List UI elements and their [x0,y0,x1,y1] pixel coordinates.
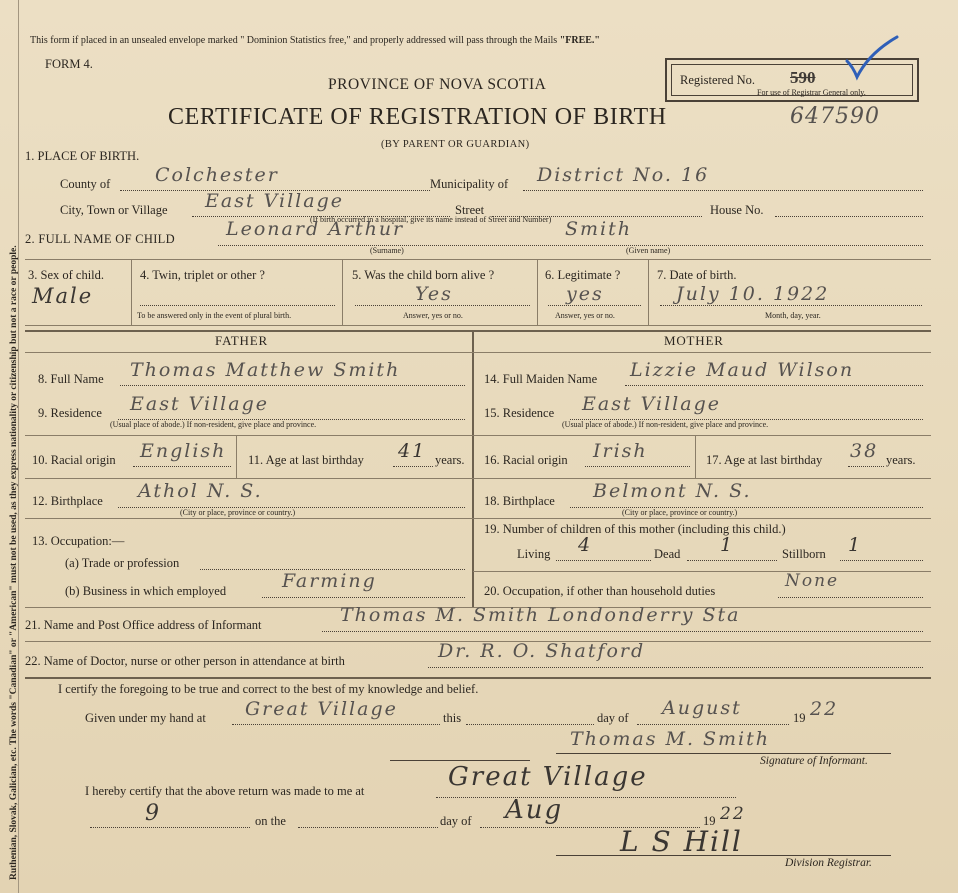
registered-number: 590 [790,68,816,87]
return-label: I hereby certify that the above return was made to me at [85,784,365,798]
sex-value: Male [32,284,94,308]
mother-name-label: 14. Full Maiden Name [484,372,598,386]
informant-signature-label: Signature of Informant. [760,755,868,767]
mother-name-value: Lizzie Maud Wilson [630,359,855,381]
living-value: 4 [578,534,593,556]
hospital-note: (If birth occurred in a hospital, give its name instead of Street and Number) [310,215,552,224]
business-value: Farming [282,570,377,592]
mother-years-label: years. [886,453,916,467]
informant-value: Thomas M. Smith Londonderry Sta [340,604,741,626]
legitimate-note: Answer, yes or no. [555,311,615,320]
mother-residence-value: East Village [582,393,721,415]
doctor-label: 22. Name of Doctor, nurse or other person in attendance at birth [25,654,345,668]
mother-heading: MOTHER [664,333,724,348]
father-residence-note: (Usual place of abode.) If non-resident, give place and province. [110,420,317,429]
mother-occupation-value: None [785,571,840,591]
place-of-birth-heading: 1. PLACE OF BIRTH. [25,149,140,163]
given-place-value: Great Village [245,698,398,720]
mother-birthplace-note: (City or place, province or country.) [622,508,738,517]
father-birthplace-label: 12. Birthplace [32,494,103,508]
given-under-label: Given under my hand at [85,711,206,725]
province-heading: PROVINCE OF NOVA SCOTIA [328,76,547,93]
return-year-suffix: 22 [720,804,746,824]
father-age-value: 41 [398,440,427,462]
mother-racial-value: Irish [593,440,648,462]
handwritten-number: 647590 [790,104,880,129]
mother-age-value: 38 [850,440,879,462]
city-label: City, Town or Village [60,203,168,217]
father-age-label: 11. Age at last birthday [248,453,364,467]
return-year-prefix: 19 [703,814,716,828]
father-occupation-label: 13. Occupation:— [32,534,125,548]
father-name-label: 8. Full Name [38,372,104,386]
father-years-label: years. [435,453,465,467]
division-registrar-label: Division Registrar. [785,857,872,869]
twin-note: To be answered only in the event of plural birth. [137,311,292,320]
child-name-label: 2. FULL NAME OF CHILD [25,232,175,246]
children-count-label: 19. Number of children of this mother (including this child.) [484,522,786,536]
surname-note: (Surname) [370,246,404,255]
legitimate-value: yes [566,283,604,305]
certificate-title: CERTIFICATE OF REGISTRATION OF BIRTH [168,104,667,130]
father-residence-value: East Village [130,393,269,415]
twin-label: 4. Twin, triplet or other ? [140,268,265,282]
registrar-signature: L S Hill [620,825,743,858]
check-mark-icon [843,33,901,83]
registered-label: Registered No. [680,73,755,87]
legitimate-label: 6. Legitimate ? [545,268,621,282]
business-label: (b) Business in which employed [65,584,227,598]
mother-residence-note: (Usual place of abode.) If non-resident, give place and province. [562,420,769,429]
this-label: this [443,711,462,725]
dob-note: Month, day, year. [765,311,821,320]
certify-statement: I certify the foregoing to be true and correct to the best of my knowledge and belief. [58,682,479,696]
born-alive-note: Answer, yes or no. [403,311,463,320]
trade-label: (a) Trade or profession [65,556,180,570]
stillborn-label: Stillborn [782,547,826,561]
county-label: County of [60,177,111,191]
living-label: Living [517,547,551,561]
municipality-value: District No. 16 [537,164,710,186]
year-prefix: 19 [793,711,806,725]
municipality-label: Municipality of [430,177,509,191]
county-value: Colchester [155,164,279,186]
postal-note: This form if placed in an unsealed envelope marked " Dominion Statistics free," and properly addressed will pass through the Mails "FREE." [30,35,600,46]
given-name-note: (Given name) [626,246,671,255]
father-birthplace-note: (City or place, province or country.) [180,508,296,517]
return-place-value: Great Village [448,762,648,792]
informant-label: 21. Name and Post Office address of Informant [25,618,262,632]
form-number: FORM 4. [45,57,93,71]
doctor-value: Dr. R. O. Shatford [438,640,646,662]
born-alive-label: 5. Was the child born alive ? [352,268,495,282]
father-name-value: Thomas Matthew Smith [130,359,401,381]
child-given-name: Leonard Arthur [226,218,405,240]
on-the-label: on the [255,814,286,828]
city-value: East Village [205,190,344,212]
dob-value: July 10. 1922 [676,283,830,305]
dead-label: Dead [654,547,681,561]
year-suffix: 22 [810,698,839,720]
mother-racial-label: 16. Racial origin [484,453,568,467]
dob-label: 7. Date of birth. [657,268,737,282]
mother-birthplace-value: Belmont N. S. [593,480,752,502]
mother-age-label: 17. Age at last birthday [706,453,823,467]
registrar-note: For use of Registrar General only. [757,88,866,97]
house-number-label: House No. [710,203,764,217]
sex-label: 3. Sex of child. [28,268,105,282]
child-surname: Smith [565,218,632,240]
return-day-of-label: day of [440,814,472,828]
father-heading: FATHER [215,333,268,348]
stillborn-value: 1 [848,534,863,556]
mother-birthplace-label: 18. Birthplace [484,494,555,508]
return-day-value: 9 [145,801,161,826]
sidebar-divider [18,0,19,893]
informant-signature: Thomas M. Smith [570,728,770,750]
father-residence-label: 9. Residence [38,406,102,420]
street-label: Street [455,203,485,217]
mother-residence-label: 15. Residence [484,406,555,420]
dead-value: 1 [720,534,735,556]
mother-occupation-label: 20. Occupation, if other than household duties [484,584,716,598]
father-racial-label: 10. Racial origin [32,453,116,467]
month-value: August [662,697,742,719]
certificate-subtitle: (BY PARENT OR GUARDIAN) [381,139,530,150]
born-alive-value: Yes [415,283,453,305]
day-of-label: day of [597,711,629,725]
sidebar-note: Ruthenian, Slovak, Galician, etc. The words "Canadian" or "American" must not be used, as they express nationality or citizenship but not a race or people. [9,245,19,880]
sidebar-note-strip [0,0,18,893]
return-month-value: Aug [505,795,564,825]
father-birthplace-value: Athol N. S. [138,480,263,502]
father-racial-value: English [140,440,227,462]
